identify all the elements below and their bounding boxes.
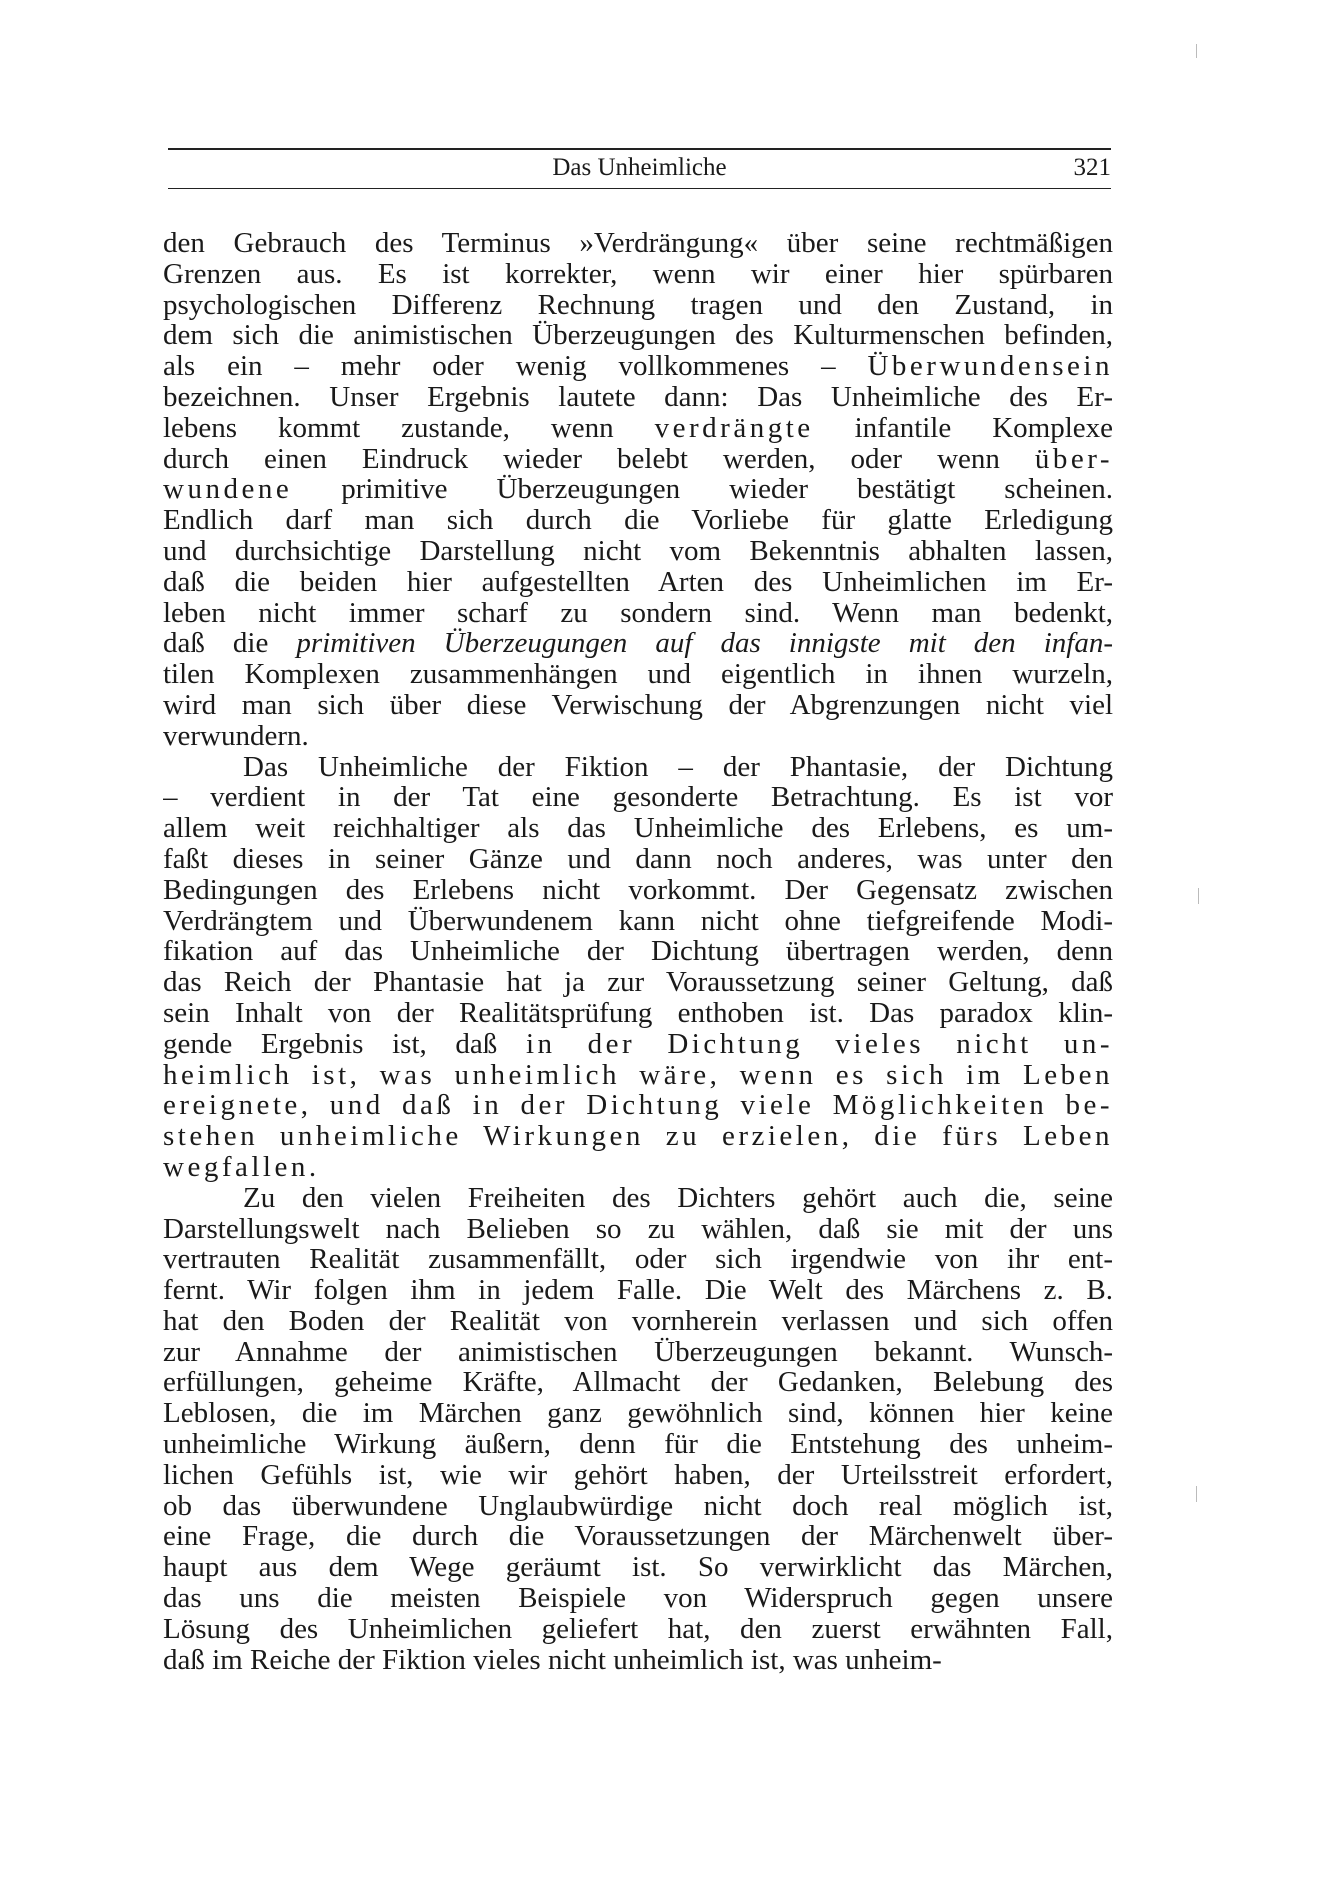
text-line: [163, 721, 1113, 752]
text-segment: vertrauten Realität zusammenfällt, oder sich irgendwie von ihr ent-: [163, 1244, 1113, 1276]
text-segment: zur Annahme der animistischen Überzeugungen bekannt. Wunsch-: [163, 1336, 1113, 1368]
text-line: [163, 1552, 1113, 1583]
text-segment: daß im Reiche der Fiktion vieles nicht unheimlich ist, was unheim-: [163, 1644, 942, 1676]
text-segment: daß die beiden hier aufgestellten Arten des Unheimlichen im Er-: [163, 566, 1113, 598]
header-rule-bottom: [168, 188, 1111, 189]
spaced-emphasis: stehen unheimliche Wirkungen zu erzielen, die fürs Leben: [163, 1121, 1113, 1152]
italic-emphasis: primitiven Überzeugungen auf das innigste mit den infan-: [296, 628, 1113, 660]
text-segment: gende Ergebnis ist, daß: [163, 1028, 526, 1060]
text-segment: eine Frage, die durch die Voraussetzungen der Märchenwelt über-: [163, 1521, 1113, 1553]
margin-mark-top: [1196, 44, 1197, 58]
text-segment: unheimliche Wirkung äußern, denn für die Entstehung des unheim-: [163, 1429, 1113, 1460]
text-segment: Lösung des Unheimlichen geliefert hat, den zuerst erwähnten Fall,: [163, 1613, 1113, 1645]
text-segment: infantile Komplexe: [813, 412, 1113, 444]
text-line: [163, 1214, 1113, 1245]
text-line: [163, 1491, 1113, 1522]
text-segment: psychologischen Differenz Rechnung tragen und den Zustand, in: [163, 289, 1113, 321]
text-segment: fikation auf das Unheimliche der Dichtung übertragen werden, denn: [163, 936, 1113, 968]
text-line: [163, 875, 1113, 906]
text-line: [163, 998, 1113, 1029]
text-line: [163, 690, 1113, 721]
text-line: [163, 1152, 1113, 1183]
spaced-emphasis: heimlich ist, was unheimlich wäre, wenn es sich im Leben: [163, 1059, 1113, 1091]
text-line: [163, 567, 1113, 598]
text-line: [163, 320, 1113, 351]
text-line: [163, 598, 1113, 629]
text-line: [163, 628, 1113, 659]
spaced-emphasis: ereignete, und daß in der Dichtung viele Möglichkeiten be-: [163, 1090, 1113, 1122]
paragraph: [163, 752, 1113, 1183]
text-segment: primitive Überzeugungen wieder bestätigt scheinen.: [292, 474, 1113, 506]
text-segment: verwundern.: [163, 720, 309, 752]
text-line: [163, 351, 1113, 382]
running-head-title: Das Unheimliche: [552, 154, 727, 181]
text-segment: Das Unheimliche der Fiktion – der Phantasie, der Dichtung: [243, 751, 1113, 783]
text-segment: Leblosen, die im Märchen ganz gewöhnlich sind, können hier keine: [163, 1398, 1113, 1430]
text-line: [163, 1367, 1113, 1398]
text-segment: leben nicht immer scharf zu sondern sind. Wenn man bedenkt,: [163, 597, 1113, 629]
text-segment: den Gebrauch des Terminus »Verdrängung« über seine rechtmäßigen: [163, 228, 1113, 259]
text-line: [163, 228, 1113, 259]
spaced-emphasis: über-: [1034, 443, 1113, 475]
text-line: [163, 474, 1113, 505]
text-line: [163, 1090, 1113, 1121]
text-line: [163, 1460, 1113, 1491]
text-line: [163, 1429, 1113, 1460]
text-line: [163, 259, 1113, 290]
text-segment: erfüllungen, geheime Kräfte, Allmacht der Gedanken, Belebung des: [163, 1367, 1113, 1399]
text-line: [163, 844, 1113, 875]
text-segment: Bedingungen des Erlebens nicht vorkommt. Der Gegensatz zwischen: [163, 874, 1113, 906]
margin-mark-middle: [1198, 888, 1199, 904]
spaced-emphasis: wundene: [163, 474, 293, 506]
text-segment: hat den Boden der Realität von vornherein verlassen und sich offen: [163, 1305, 1113, 1337]
text-line: [163, 936, 1113, 967]
text-segment: ob das überwundene Unglaubwürdige nicht doch real möglich ist,: [163, 1490, 1113, 1522]
spaced-emphasis: verdrängte: [654, 412, 814, 444]
text-segment: wird man sich über diese Verwischung der Abgrenzungen nicht viel: [163, 689, 1113, 721]
text-segment: sein Inhalt von der Realitätsprüfung enthoben ist. Das paradox klin-: [163, 997, 1113, 1029]
text-line: [163, 1306, 1113, 1337]
text-segment: lichen Gefühls ist, wie wir gehört haben, der Urteilsstreit erfordert,: [163, 1459, 1113, 1491]
text-segment: allem weit reichhaltiger als das Unheimliche des Erlebens, es um-: [163, 813, 1113, 844]
text-segment: lebens kommt zustande, wenn: [163, 412, 655, 444]
text-line: [163, 536, 1113, 567]
body-text: [163, 228, 1113, 1675]
page-number: 321: [1073, 154, 1111, 181]
text-segment: Grenzen aus. Es ist korrekter, wenn wir einer hier spürbaren: [163, 258, 1113, 290]
text-segment: faßt dieses in seiner Gänze und dann noch anderes, was unter den: [163, 843, 1113, 875]
running-head: [168, 150, 1111, 186]
spaced-emphasis: in der Dichtung vieles nicht un-: [525, 1028, 1113, 1060]
text-line: [163, 1060, 1113, 1091]
text-segment: Darstellungswelt nach Belieben so zu wählen, daß sie mit der uns: [163, 1213, 1113, 1245]
text-line: [163, 413, 1113, 444]
text-line: [163, 1337, 1113, 1368]
text-segment: fernt. Wir folgen ihm in jedem Falle. Die Welt des Märchens z. B.: [163, 1275, 1113, 1306]
text-segment: das uns die meisten Beispiele von Widerspruch gegen unsere: [163, 1583, 1113, 1614]
text-line: [163, 752, 1113, 783]
paragraph: [163, 228, 1113, 752]
text-line: [163, 1183, 1113, 1214]
text-segment: Zu den vielen Freiheiten des Dichters gehört auch die, seine: [243, 1182, 1113, 1214]
text-line: [163, 906, 1113, 937]
text-line: [163, 505, 1113, 536]
text-line: [163, 813, 1113, 844]
spaced-emphasis: Überwundensein: [867, 351, 1113, 382]
text-segment: daß die: [163, 628, 297, 660]
text-line: [163, 1398, 1113, 1429]
text-line: [163, 290, 1113, 321]
margin-mark-lower: [1196, 1486, 1197, 1502]
text-segment: Endlich darf man sich durch die Vorliebe für glatte Erledigung: [163, 505, 1113, 536]
text-line: [163, 1583, 1113, 1614]
text-segment: – verdient in der Tat eine gesonderte Betrachtung. Es ist vor: [163, 782, 1113, 814]
text-line: [163, 782, 1113, 813]
text-segment: Verdrängtem und Überwundenem kann nicht ohne tiefgreifende Modi-: [163, 905, 1113, 937]
text-segment: dem sich die animistischen Überzeugungen des Kulturmenschen befinden,: [163, 320, 1113, 352]
paragraph: [163, 1183, 1113, 1676]
text-line: [163, 382, 1113, 413]
text-line: [163, 444, 1113, 475]
text-line: [163, 1521, 1113, 1552]
text-line: [163, 1244, 1113, 1275]
text-line: [163, 1121, 1113, 1152]
text-segment: und durchsichtige Darstellung nicht vom Bekenntnis abhalten lassen,: [163, 535, 1113, 567]
text-line: [163, 967, 1113, 998]
text-line: [163, 1645, 1113, 1676]
text-line: [163, 1614, 1113, 1645]
text-segment: durch einen Eindruck wieder belebt werden, oder wenn: [163, 443, 1035, 475]
text-line: [163, 1029, 1113, 1060]
text-segment: tilen Komplexen zusammenhängen und eigentlich in ihnen wurzeln,: [163, 659, 1113, 690]
spaced-emphasis: wegfallen.: [163, 1151, 320, 1183]
text-segment: als ein – mehr oder wenig vollkommenes –: [163, 351, 868, 382]
text-segment: bezeichnen. Unser Ergebnis lautete dann: Das Unheimliche des Er-: [163, 381, 1113, 413]
text-segment: das Reich der Phantasie hat ja zur Voraussetzung seiner Geltung, daß: [163, 967, 1113, 998]
text-line: [163, 1275, 1113, 1306]
text-line: [163, 659, 1113, 690]
text-segment: haupt aus dem Wege geräumt ist. So verwirklicht das Märchen,: [163, 1552, 1113, 1584]
